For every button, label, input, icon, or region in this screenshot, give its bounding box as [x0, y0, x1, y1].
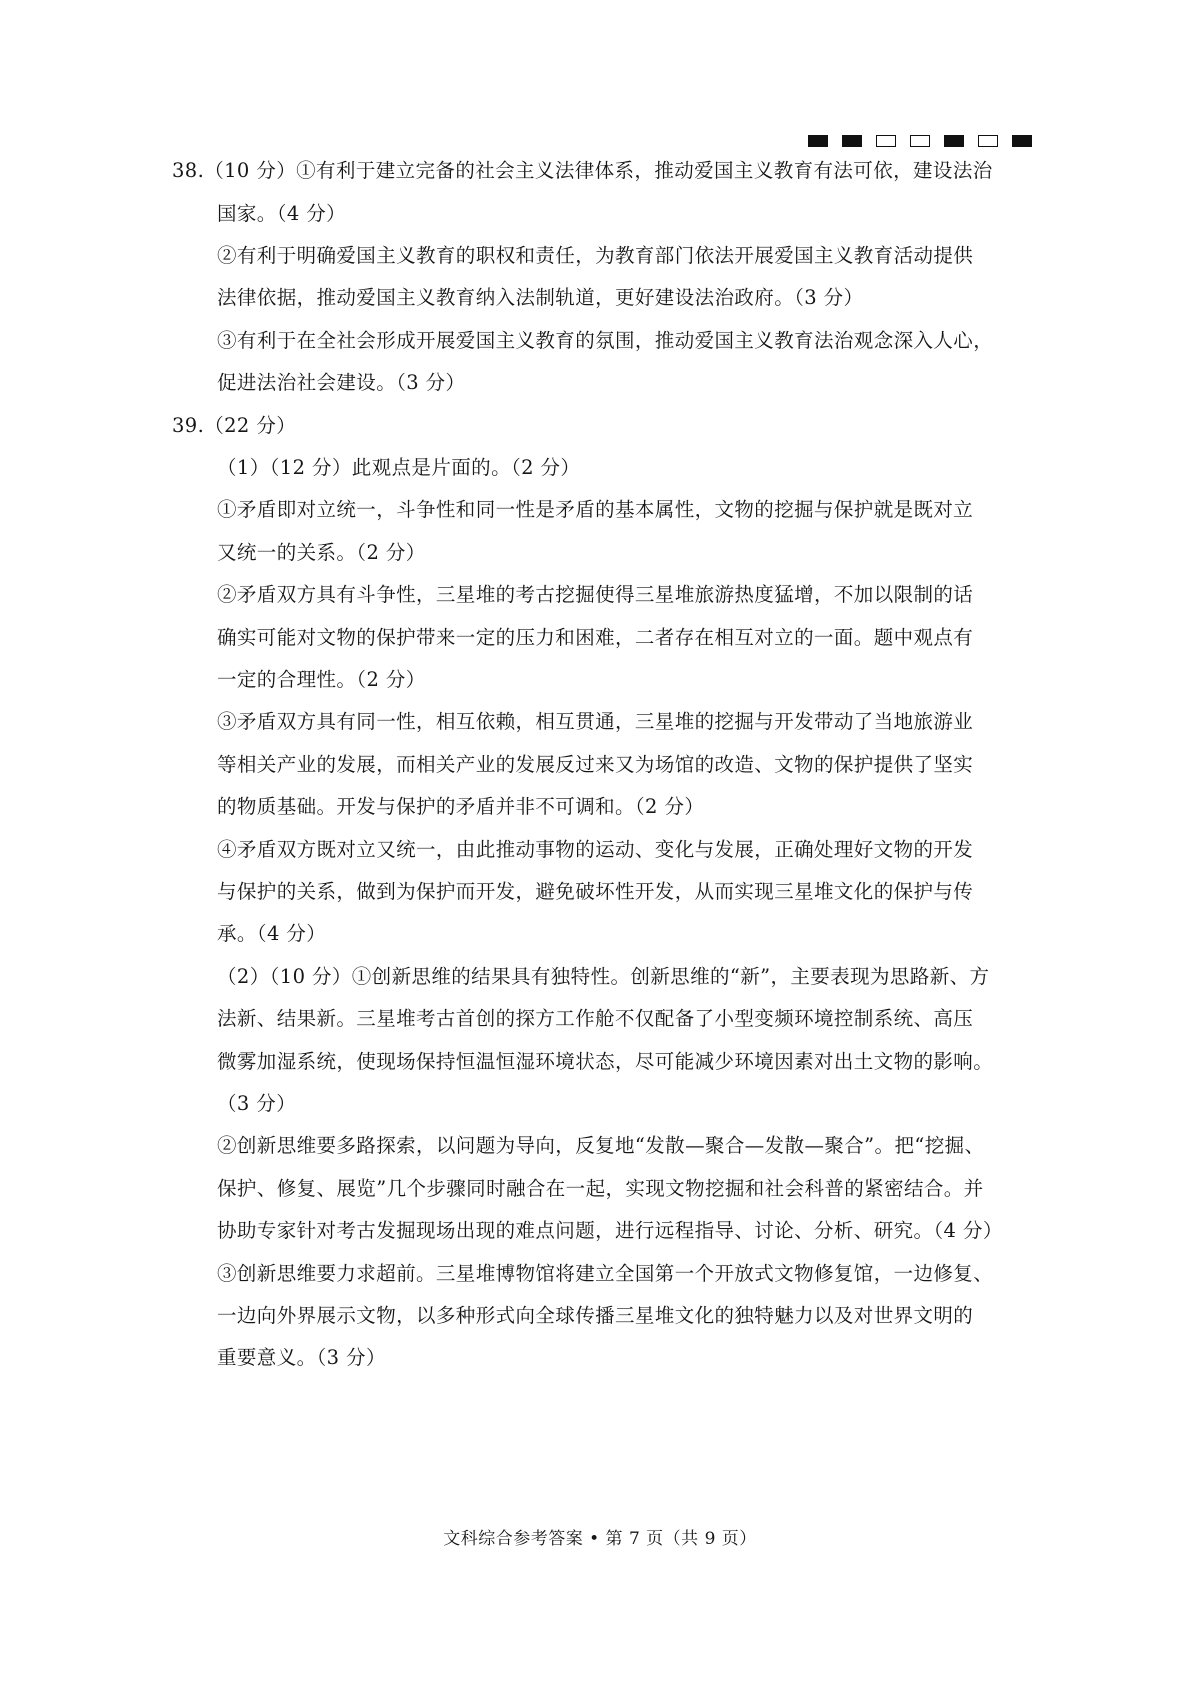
answer-line: 又统一的关系。（2 分） [217, 541, 426, 564]
answer-line: ①矛盾即对立统一，斗争性和同一性是矛盾的基本属性，文物的挖掘与保护就是既对立 [217, 498, 974, 521]
answer-line: 协助专家针对考古发掘现场出现的难点问题，进行远程指导、讨论、分析、研究。（4 分） [217, 1219, 1003, 1242]
answer-line: （1）（12 分）此观点是片面的。（2 分） [217, 456, 581, 479]
corner-mark [910, 135, 930, 147]
corner-mark [944, 135, 964, 147]
corner-mark [876, 135, 896, 147]
corner-mark [842, 135, 862, 147]
corner-mark [808, 135, 828, 147]
answer-line: ③矛盾双方具有同一性，相互依赖，相互贯通，三星堆的挖掘与开发带动了当地旅游业 [217, 710, 974, 733]
answer-line: 确实可能对文物的保护带来一定的压力和困难，二者存在相互对立的一面。题中观点有 [217, 626, 974, 649]
answer-line: ③创新思维要力求超前。三星堆博物馆将建立全国第一个开放式文物修复馆，一边修复、 [217, 1262, 994, 1285]
answer-line: ④矛盾双方既对立又统一，由此推动事物的运动、变化与发展，正确处理好文物的开发 [217, 838, 974, 861]
corner-mark [1012, 135, 1032, 147]
page-footer: 文科综合参考答案 • 第 7 页（共 9 页） [443, 1529, 757, 1549]
corner-mark [978, 135, 998, 147]
page-corner-marks [808, 135, 1032, 147]
answer-line: 法律依据，推动爱国主义教育纳入法制轨道，更好建设法治政府。（3 分） [217, 286, 864, 309]
answer-line: ②矛盾双方具有斗争性，三星堆的考古挖掘使得三星堆旅游热度猛增，不加以限制的话 [217, 583, 974, 606]
answer-line: 国家。（4 分） [217, 202, 347, 225]
answer-line: 等相关产业的发展，而相关产业的发展反过来又为场馆的改造、文物的保护提供了坚实 [217, 753, 974, 776]
answer-line: ③有利于在全社会形成开展爱国主义教育的氛围，推动爱国主义教育法治观念深入人心， [217, 329, 994, 352]
answer-line: ②有利于明确爱国主义教育的职权和责任，为教育部门依法开展爱国主义教育活动提供 [217, 244, 974, 267]
answer-line: ②创新思维要多路探索，以问题为导向，反复地“发散—聚合—发散—聚合”。把“挖掘、 [217, 1134, 985, 1157]
answer-line: 重要意义。（3 分） [217, 1346, 386, 1369]
answer-line: 一定的合理性。（2 分） [217, 668, 426, 691]
answer-line: （2）（10 分）①创新思维的结果具有独特性。创新思维的“新”，主要表现为思路新、方 [217, 965, 990, 988]
answer-line: 与保护的关系，做到为保护而开发，避免破坏性开发，从而实现三星堆文化的保护与传 [217, 880, 974, 903]
answer-line: 承。（4 分） [217, 922, 327, 945]
answer-line: 38.（10 分）①有利于建立完备的社会主义法律体系，推动爱国主义教育有法可依，建设法治 [172, 159, 993, 182]
answer-line: 一边向外界展示文物，以多种形式向全球传播三星堆文化的独特魅力以及对世界文明的 [217, 1304, 974, 1327]
answer-line: （3 分） [217, 1092, 297, 1115]
answer-line: 的物质基础。开发与保护的矛盾并非不可调和。（2 分） [217, 795, 705, 818]
answer-line: 促进法治社会建设。（3 分） [217, 371, 466, 394]
answer-line: 保护、修复、展览”几个步骤同时融合在一起，实现文物挖掘和社会科普的紧密结合。并 [217, 1177, 984, 1200]
answer-line: 微雾加湿系统，使现场保持恒温恒湿环境状态，尽可能减少环境因素对出土文物的影响。 [217, 1050, 994, 1073]
answer-line: 法新、结果新。三星堆考古首创的探方工作舱不仅配备了小型变频环境控制系统、高压 [217, 1007, 974, 1030]
question-heading: 39.（22 分） [172, 414, 297, 437]
